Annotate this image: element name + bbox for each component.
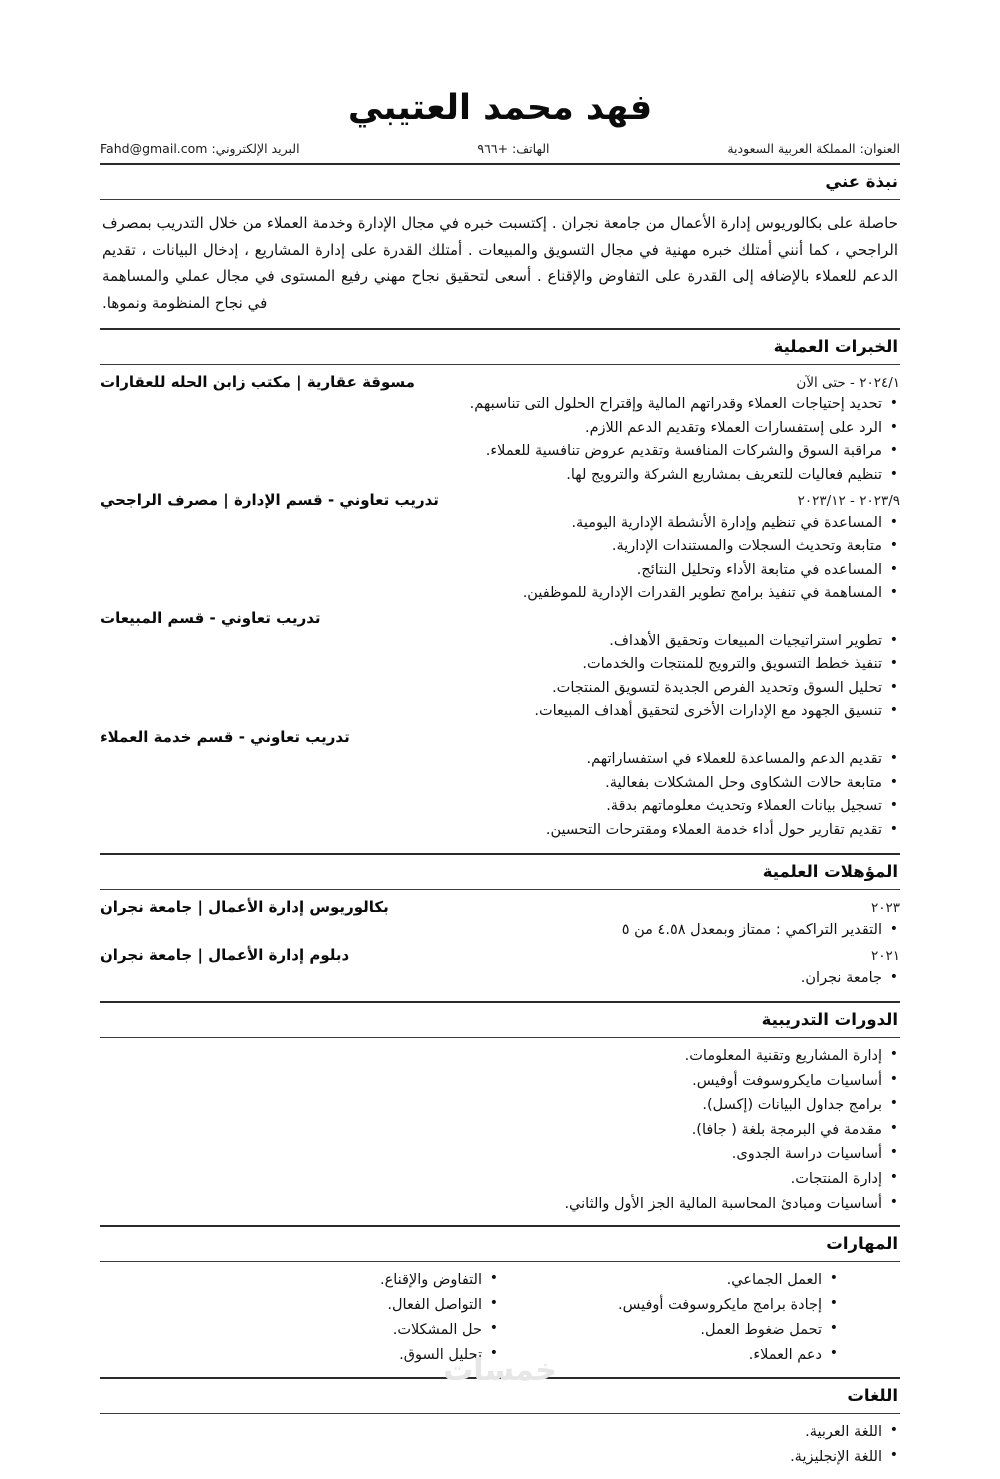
section-body-courses [100, 1038, 900, 1225]
list-item: • جامعة نجران. [100, 967, 900, 990]
list-item: • تقديم تقارير حول أداء خدمة العملاء ومقترحات التحسين. [100, 819, 900, 842]
experience-entry-date: ٢٠٢٣/٩ - ٢٠٢٣/١٢ [797, 493, 900, 510]
experience-entry-head [100, 371, 900, 394]
list-item: • تحليل السوق وتحديد الفرص الجديدة لتسويق المنتجات. [100, 677, 900, 700]
section-body-experience [100, 365, 900, 854]
education-entry-title: بكالوريوس إدارة الأعمال | جامعة نجران [100, 898, 389, 917]
list-item: • متابعة وتحديث السجلات والمستندات الإدارية. [100, 535, 900, 558]
list-item: • متابعة حالات الشكاوى وحل المشكلات بفعالية. [100, 772, 900, 795]
education-entry [100, 896, 900, 942]
experience-bullet-list [100, 630, 900, 724]
list-item: • أساسيات دراسة الجدوى. [100, 1142, 900, 1167]
education-bullet-list [100, 967, 900, 990]
contact-address: العنوان: المملكة العربية السعودية [727, 141, 900, 157]
list-item: • المساعده في متابعة الأداء وتحليل النتائج. [100, 559, 900, 582]
experience-entry-head [100, 607, 900, 630]
education-entry-date: ٢٠٢٣ [870, 900, 900, 917]
experience-entry-title: تدريب تعاوني - قسم خدمة العملاء [100, 727, 350, 746]
education-entry-head [100, 944, 900, 967]
section-body-languages [100, 1414, 900, 1479]
list-item: • تحمل ضغوط العمل. [500, 1318, 840, 1343]
experience-entry-head [100, 489, 900, 512]
contact-row [100, 141, 900, 163]
candidate-name: فهد محمد العتيبي [347, 88, 653, 128]
experience-entry [100, 489, 900, 605]
list-item: • إدارة المنتجات. [100, 1167, 900, 1192]
section-title-about: نبذة عني [825, 172, 898, 192]
list-item: • حل المشكلات. [100, 1318, 500, 1343]
list-item: • العمل الجماعي. [500, 1268, 840, 1293]
list-item: • الرد على إستفسارات العملاء وتقديم الدعم اللازم. [100, 417, 900, 440]
list-item: • مقدمة في البرمجة بلغة ( جافا). [100, 1118, 900, 1143]
list-item: • إجادة برامج مايكروسوفت أوفيس. [500, 1293, 840, 1318]
list-item: • أساسيات مايكروسوفت أوفيس. [100, 1069, 900, 1094]
section-title-skills: المهارات [826, 1234, 898, 1254]
education-entry [100, 944, 900, 990]
experience-entry-date: ٢٠٢٤/١ - حتى الآن [796, 374, 900, 391]
watermark-khamsat: خمسات [443, 1353, 557, 1388]
experience-bullet-list [100, 393, 900, 487]
contact-email-value: Fahd@gmail.com [100, 141, 208, 157]
experience-entry [100, 371, 900, 487]
list-item: • تحديد إحتياجات العملاء وقدراتهم المالية وإقتراح الحلول التى تناسبهم. [100, 393, 900, 416]
list-item: • التفاوض والإقناع. [100, 1268, 500, 1293]
education-entry-head [100, 896, 900, 919]
experience-entry-head [100, 726, 900, 749]
list-item: • تقديم الدعم والمساعدة للعملاء في استفساراتهم. [100, 748, 900, 771]
education-entry-title: دبلوم إدارة الأعمال | جامعة نجران [100, 946, 350, 965]
experience-entry-title: مسوقة عقارية | مكتب زابن الحله للعقارات [100, 372, 415, 391]
experience-entry-title: تدريب تعاوني - قسم الإدارة | مصرف الراجحي [100, 491, 439, 510]
courses-list [100, 1044, 900, 1216]
experience-entry [100, 607, 900, 723]
list-item: • برامج جداول البيانات (إكسل). [100, 1093, 900, 1118]
section-title-experience: الخبرات العملية [773, 336, 898, 356]
section-title-education: المؤهلات العلمية [762, 862, 898, 882]
list-item: • أساسيات ومبادئ المحاسبة المالية الجز الأول والثاني. [100, 1192, 900, 1217]
contact-email-label: البريد الإلكتروني: [211, 141, 300, 157]
list-item: • دعم العملاء. [500, 1343, 840, 1368]
education-bullet-list [100, 919, 900, 942]
list-item: • تطوير استراتيجيات المبيعات وتحقيق الأهداف. [100, 630, 900, 653]
list-item: • تسجيل بيانات العملاء وتحديث معلوماتهم بدقة. [100, 795, 900, 818]
contact-phone: الهاتف: +٩٦٦ [477, 141, 550, 157]
section-body-education [100, 890, 900, 1001]
list-item: • تنظيم فعاليات للتعريف بمشاريع الشركة والترويج لها. [100, 464, 900, 487]
experience-entry-title: تدريب تعاوني - قسم المبيعات [100, 609, 321, 628]
list-item: • تنفيذ خطط التسويق والترويج للمنتجات والخدمات. [100, 653, 900, 676]
list-item: • تحليل السوق. [100, 1343, 500, 1368]
about-paragraph: حاصلة على بكالوريوس إدارة الأعمال من جامعة نجران . إكتسبت خبره في مجال الإدارة وخدمة العملاء من خلال التدريب بمصرف الراجحي ، كما أنني أمتلك خبره مهنية في مجال التسويق والمبيعات . أمتلك القدرة على إدارة المشاريع ، إدخال البيانات ، تقديم الدعم للعملاء بالإضافه إلى القدرة على التفاوض والإقناع . أسعى لتحقيق نجاح مهني رفيع المستوى في مجال عملي والمساهمة في نجاح المنظومة ونموها. [102, 214, 898, 313]
contact-email [100, 141, 300, 156]
list-item: • المساهمة في تنفيذ برامج تطوير القدرات الإدارية للموظفين. [100, 582, 900, 605]
experience-entry [100, 726, 900, 842]
education-entry-date: ٢٠٢١ [870, 948, 900, 965]
section-title-courses: الدورات التدريبية [761, 1010, 898, 1030]
list-item: • التقدير التراكمي : ممتاز وبمعدل ٤.٥٨ من ٥ [100, 919, 900, 942]
list-item: • المساعدة في تنظيم وإدارة الأنشطة الإدارية اليومية. [100, 512, 900, 535]
experience-bullet-list [100, 512, 900, 606]
list-item: • إدارة المشاريع وتقنية المعلومات. [100, 1044, 900, 1069]
languages-list [100, 1420, 900, 1470]
list-item: • تنسيق الجهود مع الإدارات الأخرى لتحقيق أهداف المبيعات. [100, 700, 900, 723]
list-item: • اللغة العربية. [100, 1420, 900, 1445]
list-item: • اللغة الإنجليزية. [100, 1445, 900, 1470]
cv-sheet [100, 0, 900, 1479]
list-item: • التواصل الفعال. [100, 1293, 500, 1318]
section-title-languages: اللغات [847, 1385, 898, 1405]
experience-bullet-list [100, 748, 900, 842]
list-item: • مراقبة السوق والشركات المنافسة وتقديم عروض تنافسية للعملاء. [100, 440, 900, 463]
section-body-about [100, 200, 900, 328]
